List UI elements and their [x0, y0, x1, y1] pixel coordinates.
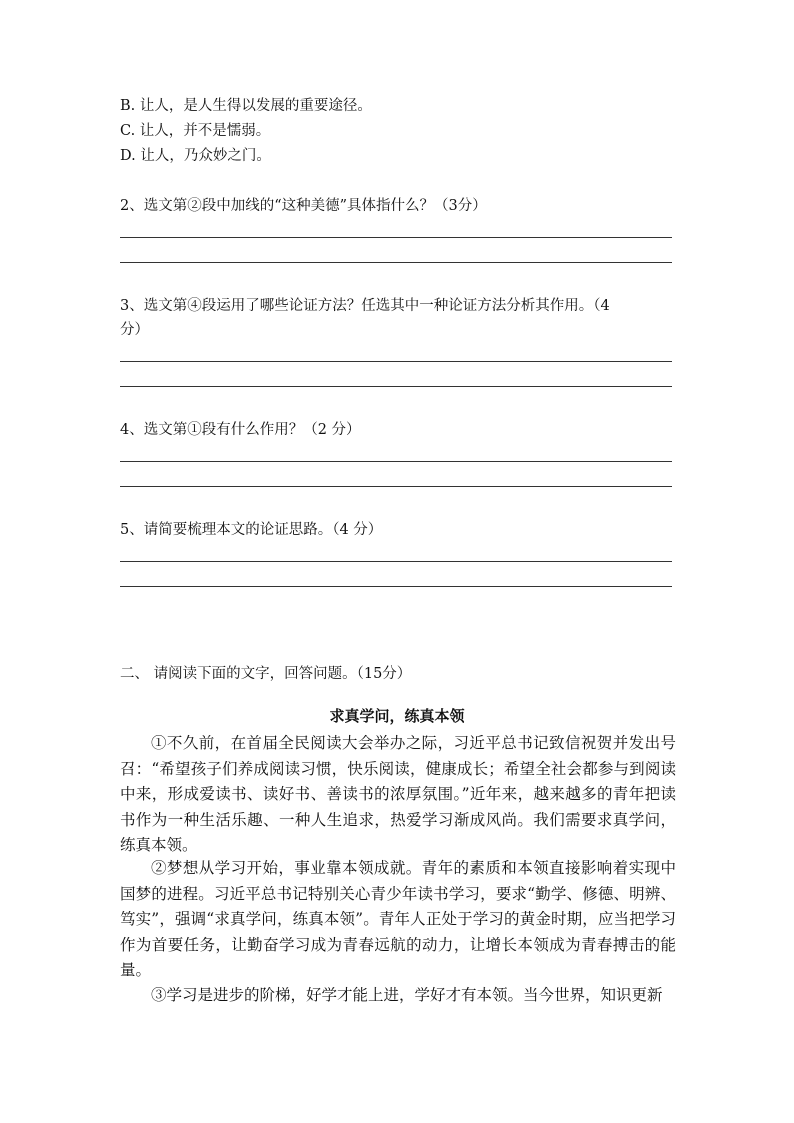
- option-d: D. 让人，乃众妙之门。: [120, 148, 271, 164]
- question-2: 2、选文第②段中加线的“这种美德”具体指什么？（3分）: [120, 198, 487, 214]
- answer-line: [120, 262, 672, 263]
- question-5: 5、请简要梳理本文的论证思路。（4 分）: [120, 522, 383, 538]
- answer-line: [120, 386, 672, 387]
- option-c: C. 让人，并不是懦弱。: [120, 123, 271, 139]
- section-heading: 二、 请阅读下面的文字，回答问题。（15分）: [120, 666, 412, 682]
- question-3: 3、选文第④段运用了哪些论证方法？任选其中一种论证方法分析其作用。（4: [120, 298, 610, 314]
- article-paragraph: ②梦想从学习开始，事业靠本领成就。青年的素质和本领直接影响着实现中国梦的进程。习近平总书记特别关心青少年读书学习，要求“勤学、修德、明辨、笃实”，强调“求真学问，练真本领”。青年人正处于学习的黄金时期，应当把学习作为首要任务，让勤奋学习成为青春远航的动力，让增长本领成为青春搏击的能量。: [120, 859, 676, 980]
- answer-line: [120, 361, 672, 362]
- answer-line: [120, 237, 672, 238]
- option-b: B. 让人，是人生得以发展的重要途径。: [120, 98, 372, 114]
- article-paragraph: ③学习是进步的阶梯，好学才能上进，学好才有本领。当今世界，知识更新: [151, 986, 663, 1004]
- answer-line: [120, 461, 672, 462]
- answer-line: [120, 586, 672, 587]
- article-paragraph: ①不久前，在首届全民阅读大会举办之际，习近平总书记致信祝贺并发出号召：“希望孩子们养成阅读习惯，快乐阅读，健康成长；希望全社会都参与到阅读中来，形成爱读书、读好书、善读书的浓厚氛围。”近年来，越来越多的青年把读书作为一种生活乐趣、一种人生追求，热爱学习渐成风尚。我们需要求真学问，练真本领。: [120, 734, 676, 855]
- answer-line: [120, 486, 672, 487]
- answer-line: [120, 561, 672, 562]
- question-3-continued: 分）: [120, 322, 149, 338]
- article-title: 求真学问，练真本领: [329, 707, 465, 725]
- question-4: 4、选文第①段有什么作用？（2 分）: [120, 422, 361, 438]
